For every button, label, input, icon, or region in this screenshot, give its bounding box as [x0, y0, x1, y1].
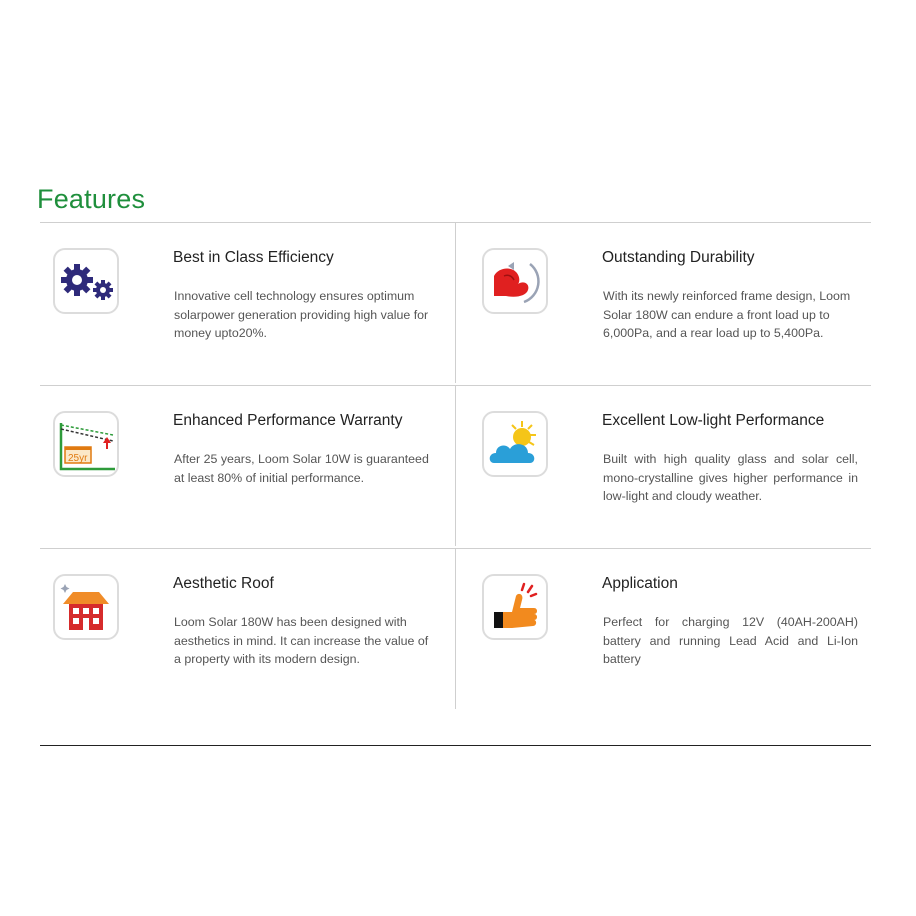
feature-title: Application: [602, 575, 678, 592]
feature-title: Excellent Low-light Performance: [602, 412, 825, 429]
feature-card: [469, 549, 884, 709]
feature-title: Enhanced Performance Warranty: [173, 412, 403, 429]
warranty-chart-icon: [53, 411, 119, 477]
feature-title: Outstanding Durability: [602, 249, 755, 266]
gears-icon: [53, 248, 119, 314]
section-title: Features: [37, 184, 146, 215]
feature-description: Perfect for charging 12V (40AH-200AH) battery and running Lead Acid and Li-Ion battery: [603, 615, 858, 667]
feature-card: [40, 386, 455, 546]
feature-description: Innovative cell technology ensures optimum solarpower generation providing high value for money upto20%.: [174, 289, 429, 341]
divider-bottom: [40, 745, 871, 746]
feature-description: With its newly reinforced frame design, Loom Solar 180W can endure a front load up to 6,000Pa, and a rear load up to 5,400Pa.: [603, 289, 851, 341]
column-divider: [455, 386, 456, 546]
feature-title: Best in Class Efficiency: [173, 249, 334, 266]
feature-title: Aesthetic Roof: [173, 575, 274, 592]
warranty-label: 25yr: [68, 453, 88, 464]
feature-description: After 25 years, Loom Solar 10W is guaranteed at least 80% of initial performance.: [174, 452, 429, 485]
thumbs-up-icon: [482, 574, 548, 640]
column-divider: [455, 549, 456, 709]
feature-card: [469, 223, 884, 383]
feature-card: [40, 223, 455, 383]
sun-cloud-icon: [482, 411, 548, 477]
house-roof-icon: [53, 574, 119, 640]
strong-arm-icon: [482, 248, 548, 314]
feature-description: Loom Solar 180W has been designed with aesthetics in mind. It can increase the value of a property with its modern design.: [174, 615, 429, 667]
column-divider: [455, 223, 456, 383]
feature-description: Built with high quality glass and solar cell, mono-crystalline gives higher performance in low-light and cloudy weather.: [603, 452, 858, 504]
feature-card: [40, 549, 455, 709]
feature-card: [469, 386, 884, 546]
